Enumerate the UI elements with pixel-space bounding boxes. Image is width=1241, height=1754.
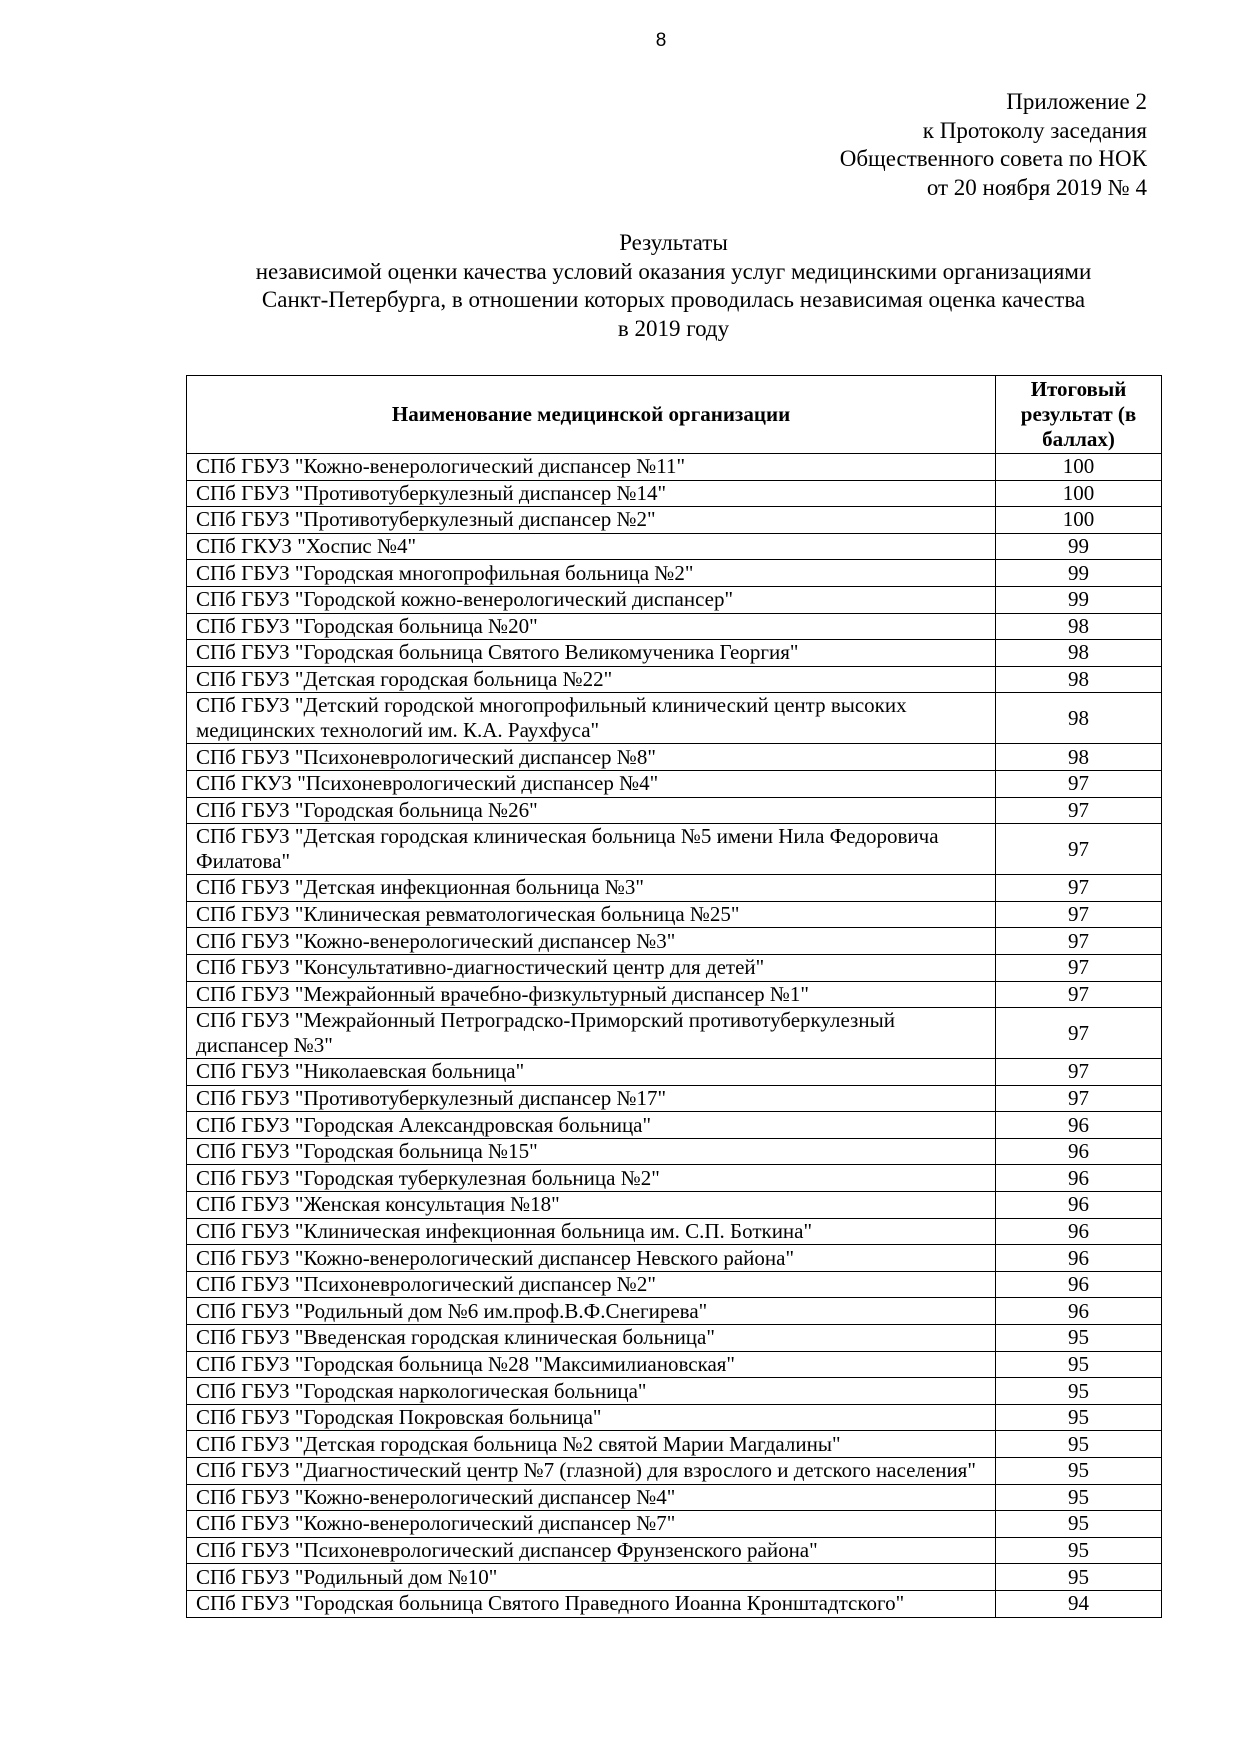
score-value: 99 [996, 560, 1162, 587]
score-value: 98 [996, 744, 1162, 771]
organization-name: СПб ГБУЗ "Городская многопрофильная больница №2" [187, 560, 996, 587]
score-value: 97 [996, 954, 1162, 981]
score-value: 97 [996, 928, 1162, 955]
table-row [187, 1112, 1162, 1139]
table-row [187, 1537, 1162, 1564]
score-value: 97 [996, 901, 1162, 928]
table-row [187, 480, 1162, 507]
score-value: 94 [996, 1590, 1162, 1617]
title-line: в 2019 году [617, 315, 730, 341]
appendix-line: Общественного совета по НОК [839, 146, 1147, 171]
organization-name: СПб ГБУЗ "Психоневрологический диспансер №2" [187, 1271, 996, 1298]
table-row [187, 1085, 1162, 1112]
score-value: 100 [996, 480, 1162, 507]
organization-name: СПб ГБУЗ "Городская больница №15" [187, 1138, 996, 1165]
table-row [187, 824, 1162, 875]
score-value: 99 [996, 533, 1162, 560]
organization-name: СПб ГБУЗ "Клиническая ревматологическая больница №25" [187, 901, 996, 928]
page-number: 8 [655, 30, 667, 51]
table-header-row [187, 376, 1162, 454]
score-value: 95 [996, 1511, 1162, 1538]
organization-name: СПб ГБУЗ "Клиническая инфекционная больница им. С.П. Боткина" [187, 1218, 996, 1245]
organization-name: СПб ГБУЗ "Противотуберкулезный диспансер №17" [187, 1085, 996, 1112]
organization-name: СПб ГБУЗ "Городской кожно-венерологический диспансер" [187, 586, 996, 613]
appendix-reference [840, 88, 1147, 202]
organization-name: СПб ГБУЗ "Детский городской многопрофильный клинический центр высоких медицинских технологий им. К.А. Раухфуса" [187, 693, 996, 744]
title-line: Санкт-Петербурга, в отношении которых проводилась независимая оценка качества [261, 287, 1086, 312]
table-row [187, 1138, 1162, 1165]
organization-name: СПб ГБУЗ "Родильный дом №6 им.проф.В.Ф.Снегирева" [187, 1298, 996, 1325]
organization-name: СПб ГБУЗ "Городская больница Святого Великомученика Георгия" [187, 640, 996, 667]
appendix-line: к Протоколу заседания [922, 117, 1147, 143]
column-header-score: Итоговый результат (в баллах) [996, 376, 1162, 454]
table-row [187, 1059, 1162, 1086]
score-value: 96 [996, 1192, 1162, 1219]
score-value: 95 [996, 1537, 1162, 1564]
table-row [187, 1192, 1162, 1219]
appendix-line: Приложение 2 [1006, 89, 1147, 114]
organization-name: СПб ГБУЗ "Городская Покровская больница" [187, 1404, 996, 1431]
table-row [187, 1008, 1162, 1059]
table-row [187, 928, 1162, 955]
organization-name: СПб ГБУЗ "Родильный дом №10" [187, 1564, 996, 1591]
organization-name: СПб ГБУЗ "Кожно-венерологический диспансер Невского района" [187, 1245, 996, 1272]
organization-name: СПб ГБУЗ "Противотуберкулезный диспансер №2" [187, 507, 996, 534]
table-row [187, 454, 1162, 481]
table-row [187, 666, 1162, 693]
score-value: 98 [996, 693, 1162, 744]
table-row [187, 1298, 1162, 1325]
organization-name: СПб ГБУЗ "Межрайонный врачебно-физкультурный диспансер №1" [187, 981, 996, 1008]
organization-name: СПб ГБУЗ "Городская больница №28 "Максимилиановская" [187, 1351, 996, 1378]
organization-name: СПб ГКУЗ "Психоневрологический диспансер №4" [187, 770, 996, 797]
organization-name: СПб ГБУЗ "Детская инфекционная больница №3" [187, 875, 996, 902]
table-row [187, 954, 1162, 981]
score-value: 98 [996, 613, 1162, 640]
organization-name: СПб ГБУЗ "Городская наркологическая больница" [187, 1378, 996, 1405]
organization-name: СПб ГБУЗ "Городская больница №20" [187, 613, 996, 640]
score-value: 95 [996, 1351, 1162, 1378]
score-value: 95 [996, 1325, 1162, 1352]
score-value: 97 [996, 797, 1162, 824]
table-row [187, 1218, 1162, 1245]
organization-name: СПб ГБУЗ "Противотуберкулезный диспансер №14" [187, 480, 996, 507]
score-value: 98 [996, 640, 1162, 667]
score-value: 97 [996, 875, 1162, 902]
organization-name: СПб ГБУЗ "Городская больница №26" [187, 797, 996, 824]
organization-name: СПб ГБУЗ "Детская городская больница №22" [187, 666, 996, 693]
organization-name: СПб ГБУЗ "Кожно-венерологический диспансер №3" [187, 928, 996, 955]
results-table [186, 375, 1162, 1618]
table-row [187, 901, 1162, 928]
document-title [186, 229, 1161, 343]
score-value: 95 [996, 1404, 1162, 1431]
table-row [187, 744, 1162, 771]
table-row [187, 1511, 1162, 1538]
table-row [187, 1378, 1162, 1405]
table-row [187, 875, 1162, 902]
table-row [187, 1458, 1162, 1485]
table-row [187, 1245, 1162, 1272]
table-row [187, 797, 1162, 824]
score-value: 100 [996, 454, 1162, 481]
score-value: 96 [996, 1298, 1162, 1325]
table-row [187, 1165, 1162, 1192]
table-row [187, 1404, 1162, 1431]
score-value: 95 [996, 1378, 1162, 1405]
score-value: 96 [996, 1245, 1162, 1272]
table-row [187, 1325, 1162, 1352]
score-value: 96 [996, 1218, 1162, 1245]
score-value: 95 [996, 1431, 1162, 1458]
organization-name: СПб ГБУЗ "Городская Александровская больница" [187, 1112, 996, 1139]
organization-name: СПб ГБУЗ "Кожно-венерологический диспансер №4" [187, 1484, 996, 1511]
organization-name: СПб ГБУЗ "Детская городская клиническая больница №5 имени Нила Федоровича Филатова" [187, 824, 996, 875]
organization-name: СПб ГБУЗ "Городская больница Святого Праведного Иоанна Кронштадтского" [187, 1590, 996, 1617]
score-value: 96 [996, 1112, 1162, 1139]
column-header-organization: Наименование медицинской организации [187, 376, 996, 454]
table-row [187, 586, 1162, 613]
score-value: 95 [996, 1458, 1162, 1485]
score-value: 97 [996, 1059, 1162, 1086]
organization-name: СПб ГБУЗ "Консультативно-диагностический центр для детей" [187, 954, 996, 981]
score-value: 97 [996, 824, 1162, 875]
table-row [187, 1564, 1162, 1591]
score-value: 95 [996, 1484, 1162, 1511]
score-value: 97 [996, 1008, 1162, 1059]
table-row [187, 1271, 1162, 1298]
table-row [187, 693, 1162, 744]
table-row [187, 981, 1162, 1008]
table-row [187, 533, 1162, 560]
table-row [187, 1431, 1162, 1458]
organization-name: СПб ГКУЗ "Хоспис №4" [187, 533, 996, 560]
table-row [187, 613, 1162, 640]
table-row [187, 507, 1162, 534]
organization-name: СПб ГБУЗ "Кожно-венерологический диспансер №11" [187, 454, 996, 481]
organization-name: СПб ГБУЗ "Женская консультация №18" [187, 1192, 996, 1219]
score-value: 96 [996, 1271, 1162, 1298]
score-value: 97 [996, 1085, 1162, 1112]
score-value: 96 [996, 1165, 1162, 1192]
appendix-line: от 20 ноября 2019 № 4 [926, 174, 1147, 200]
organization-name: СПб ГБУЗ "Психоневрологический диспансер №8" [187, 744, 996, 771]
table-body [187, 454, 1162, 1618]
organization-name: СПб ГБУЗ "Детская городская больница №2 святой Марии Магдалины" [187, 1431, 996, 1458]
score-value: 97 [996, 770, 1162, 797]
table-row [187, 1484, 1162, 1511]
table-row [187, 640, 1162, 667]
score-value: 99 [996, 586, 1162, 613]
organization-name: СПб ГБУЗ "Кожно-венерологический диспансер №7" [187, 1511, 996, 1538]
organization-name: СПб ГБУЗ "Николаевская больница" [187, 1059, 996, 1086]
organization-name: СПб ГБУЗ "Диагностический центр №7 (глазной) для взрослого и детского населения" [187, 1458, 996, 1485]
organization-name: СПб ГБУЗ "Городская туберкулезная больница №2" [187, 1165, 996, 1192]
table-row [187, 770, 1162, 797]
table-row [187, 560, 1162, 587]
organization-name: СПб ГБУЗ "Введенская городская клиническая больница" [187, 1325, 996, 1352]
table-row [187, 1590, 1162, 1617]
score-value: 96 [996, 1138, 1162, 1165]
score-value: 100 [996, 507, 1162, 534]
organization-name: СПб ГБУЗ "Межрайонный Петроградско-Приморский противотуберкулезный диспансер №3" [187, 1008, 996, 1059]
title-line: независимой оценки качества условий оказания услуг медицинскими организациями [255, 258, 1092, 284]
score-value: 95 [996, 1564, 1162, 1591]
score-value: 97 [996, 981, 1162, 1008]
title-line: Результаты [619, 230, 728, 255]
organization-name: СПб ГБУЗ "Психоневрологический диспансер Фрунзенского района" [187, 1537, 996, 1564]
table-row [187, 1351, 1162, 1378]
score-value: 98 [996, 666, 1162, 693]
